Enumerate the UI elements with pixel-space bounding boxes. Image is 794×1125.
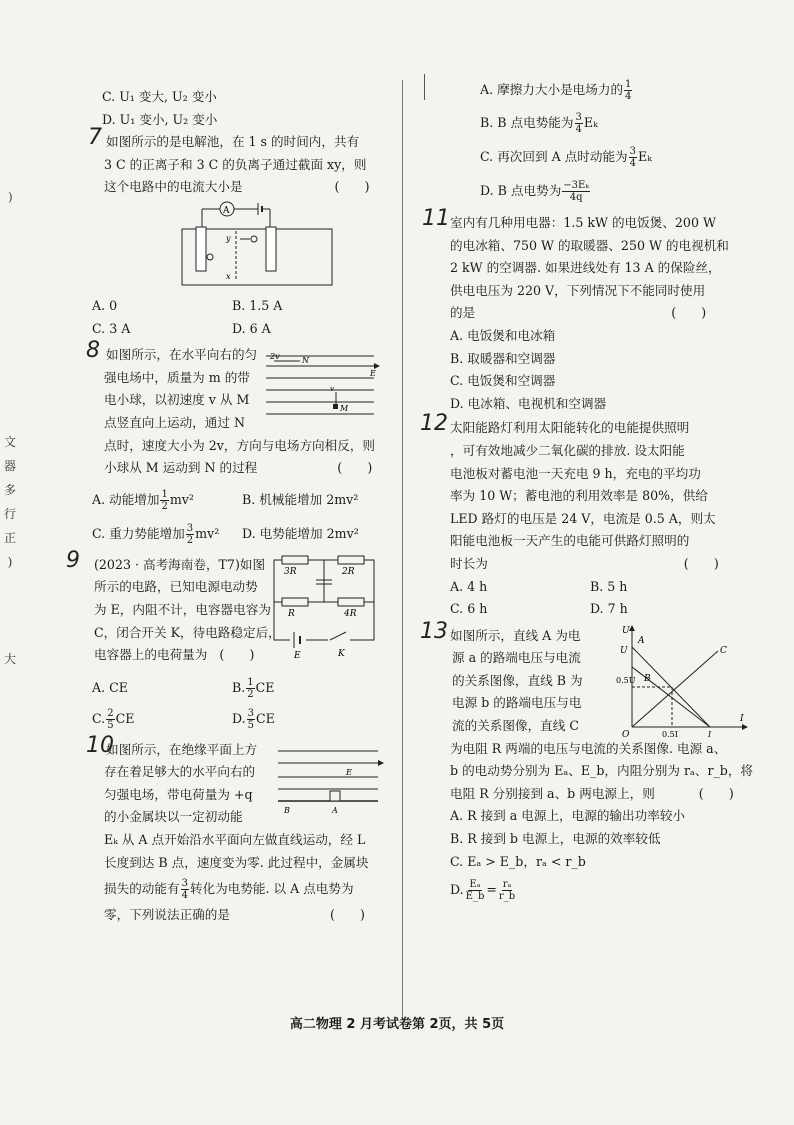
question-10-options [480,74,750,208]
velocity-2v-label: 2v [270,352,280,362]
question-text: 电阻 R 分别接到 a、b 两电源上，则 ( ) [450,783,750,806]
question-text: 点竖直向上运动，通过 N [104,414,245,430]
question-text: 时长为 ( ) [450,553,750,576]
question-text: ，可有效地减少二氧化碳的排放. 设太阳能 [450,442,685,458]
option-c: C. 6 h [450,601,488,617]
margin-char: ) [7,555,13,569]
option-a: A. 电饭煲和电冰箱 [450,327,556,343]
question-text: 供电电压为 220 V，下列情况下不能同时使用 [450,282,706,298]
question-number: 7 [88,125,102,151]
question-text: 为电阻 R 两端的电压与电流的关系图像. 电源 a、 [450,740,727,756]
switch-k-label: K [338,648,345,659]
question-text: 零，下列说法正确的是 ( ) [104,904,392,927]
ui-graph-figure [616,623,748,740]
option-d: D. 电冰箱、电视机和空调器 [450,395,607,411]
origin-label: O [622,729,630,740]
question-text: 存在着足够大的水平向右的 [104,764,256,780]
option-d: D. U₁ 变小, U₂ 变小 [102,111,218,127]
resistor-2r-label: 2R [342,566,355,577]
question-text: 匀强电场，带电荷量为 +q [104,786,253,802]
point-n-label: N [302,356,309,366]
resistor-r-label: R [288,608,295,619]
question-text: 点时，速度大小为 2v，方向与电场方向相反，则 [104,437,376,453]
section-label-x: x [226,271,231,281]
tick-u-label: U [620,645,628,656]
option-b: B. B 点电势能为 $\frac{3}{4}$ Eₖ [480,112,598,135]
question-text: 损失的动能有 $\frac{3}{4}$ 转化为电势能. 以 A 点电势为 [104,878,354,902]
question-text: 小球从 M 运动到 N 的过程 ( ) [104,457,392,480]
question-7 [88,125,392,340]
electrolysis-figure [180,199,380,289]
electric-field-figure [260,348,380,424]
question-8 [86,338,392,548]
field-e-label: E [346,767,352,777]
option-a: A. CE [92,679,128,695]
question-number: 13 [420,618,448,644]
question-text: 强电场中，质量为 m 的带 [104,369,250,385]
column-divider-mark [424,74,425,100]
margin-mark: ) [8,190,13,204]
axis-i-label: I [740,713,744,724]
answer-paren: ( ) [329,907,365,923]
option-d: D. 6 A [232,320,271,336]
option-b: B. $\frac{1}{2}$ CE [232,676,275,700]
option-b: B. 5 h [590,578,628,594]
option-c: C. Eₐ > E_b，rₐ < r_b [450,853,586,869]
option-a: A. 摩擦力大小是电场力的 $\frac{1}{4}$ [480,79,632,102]
circuit-figure [268,554,380,661]
question-text: 室内有几种用电器：1.5 kW 的电饭煲、200 W [450,215,716,230]
option-d: D. B 点电势为 $\frac{\text{−3Eₖ}}{4q}$ [480,180,589,203]
question-number: 9 [66,547,80,573]
question-text: 流的关系图像，直线 C [452,718,579,734]
question-text: 源 a 的路端电压与电流 [452,650,581,666]
page-footer: 高二物理 2 月考试卷第 2页，共 5页 [289,1017,505,1032]
line-c-label: C [720,645,727,656]
question-text: b 的电动势分别为 Eₐ、E_b，内阻分别为 rₐ、r_b，将 [450,763,754,779]
answer-paren: ( ) [698,785,734,801]
question-text: 如图所示，在绝缘平面上方 [106,741,258,757]
margin-char: 大 [4,652,17,666]
question-text: 3 C 的正离子和 3 C 的负离子通过截面 xy，则 [104,156,367,172]
tick-half-u-label: 0.5U [616,675,636,685]
question-text: 电小球，以初速度 v 从 M [104,392,250,408]
question-text: 为 E，内阻不计，电容器电容为 [94,601,271,617]
option-b: B. 取暖器和空调器 [450,350,556,366]
option-a: A. 4 h [450,578,488,594]
point-m-label: M [340,404,349,414]
options-row [92,520,392,548]
question-text: 这个电路中的电流大小是 ( ) [104,176,392,199]
margin-char: 文 [3,435,16,449]
question-number: 12 [420,411,448,437]
question-number: 8 [86,338,100,364]
option-d: D. $\frac{\text{Eₐ}}{E\_b}$ = $\frac{\text{rₐ}}{r\_b}$ [450,879,516,903]
options-row [92,673,392,703]
left-column [66,86,392,927]
option-c: C. 再次回到 A 点时动能为 $\frac{3}{4}$ Eₖ [480,146,652,169]
options-row [92,318,392,341]
margin-binding-text [2,430,18,574]
option-d: D. 7 h [590,601,628,617]
option-d: D. $\frac{3}{5}$ CE [232,707,275,731]
point-b-label: B [284,805,290,815]
line-b-label: B [644,673,651,684]
question-text: 的小金属块以一定初动能 [104,809,243,825]
options-row [92,703,392,735]
question-13 [420,618,754,908]
resistor-3r-label: 3R [284,566,297,577]
question-text: 长度到达 B 点，速度变为零. 此过程中，金属块 [104,854,369,870]
resistor-4r-label: 4R [344,608,357,619]
tick-half-i-label: 0.5I [662,729,678,739]
margin-char: 器 [3,459,16,473]
margin-char: 行 [3,507,16,521]
column-divider [402,80,403,1020]
question-text: 2 kW 的空调器. 如果进线处有 13 A 的保险丝， [450,260,721,276]
section-label-y: y [226,233,231,243]
option-b: B. 1.5 A [232,297,283,313]
axis-u-label: U [622,625,630,636]
battery-e-label: E [294,650,301,661]
question-text: 如图所示，直线 A 为电 [450,627,581,643]
option-c: C. 3 A [92,320,131,336]
question-12 [420,411,750,620]
margin-char: 正 [3,531,16,545]
question-text: LED 路灯的电压是 24 V，电流是 0.5 A，则太 [450,510,716,526]
answer-paren: ( ) [671,305,707,321]
ammeter-label: A [223,205,230,216]
velocity-v-label: v [330,385,334,394]
question-text: C，闭合开关 K，待电路稳定后， [94,624,281,640]
field-e-label: E [370,369,376,379]
options-row [450,598,750,621]
question-text: 的关系图像，直线 B 为 [452,672,583,688]
question-text: 电容器上的电荷量为 ( ) [94,644,392,667]
option-a: A. 动能增加 $\frac{1}{2}$ mv² [92,488,194,512]
question-text: 的是 ( ) [450,302,750,325]
question-10 [86,732,392,927]
question-text: (2023 · 高考海南卷，T7)如图 [94,556,266,572]
option-a: A. R 接到 a 电源上，电源的输出功率较小 [450,808,686,824]
answer-paren: ( ) [334,179,370,195]
question-number: 11 [422,206,450,231]
question-text: 阳能电池板一天产生的电能可供路灯照明的 [450,533,690,549]
right-column [420,74,754,907]
question-text: Eₖ 从 A 点开始沿水平面向左做直线运动，经 L [104,832,366,848]
question-text: 的电冰箱、750 W 的取暖器、250 W 的电视机和 [450,237,729,253]
question-text: 如图所示，在水平向右的匀 [106,347,258,363]
line-a-label: A [638,635,645,646]
option-c: C. U₁ 变大, U₂ 变小 [102,89,217,104]
point-a-label: A [332,805,338,815]
metal-block-figure [274,745,384,817]
tick-i-label: I [708,729,712,739]
margin-char: 多 [3,483,16,497]
option-c: C. 电饭煲和空调器 [450,373,556,389]
answer-paren: ( ) [683,555,719,571]
option-c: C. 重力势能增加 $\frac{3}{2}$ mv² [92,522,220,546]
question-text: 太阳能路灯利用太阳能转化的电能提供照明 [450,420,690,436]
question-text: 率为 10 W；蓄电池的利用效率是 80%，供给 [450,488,708,504]
question-text: 电源 b 的路端电压与电 [452,695,582,711]
answer-paren: ( ) [337,460,373,476]
question-text: 如图所示的是电解池，在 1 s 的时间内，共有 [106,134,360,150]
question-number: 10 [86,732,114,758]
options-row [92,486,392,514]
option-b: B. 机械能增加 2mv² [242,491,359,507]
question-text: 电池板对蓄电池一天充电 9 h，充电的平均功 [450,465,701,481]
question-9 [66,547,392,735]
option-b: B. R 接到 b 电源上，电源的效率较低 [450,831,661,847]
options-row [92,295,392,318]
option-d: D. 电势能增加 2mv² [242,525,359,541]
question-11 [422,206,750,415]
option-a: A. 0 [92,297,118,313]
question-text: 所示的电路，已知电源电动势 [94,579,258,595]
options-row [450,576,750,599]
answer-paren: ( ) [219,647,255,663]
option-c: C. $\frac{2}{5}$ CE [92,707,135,731]
